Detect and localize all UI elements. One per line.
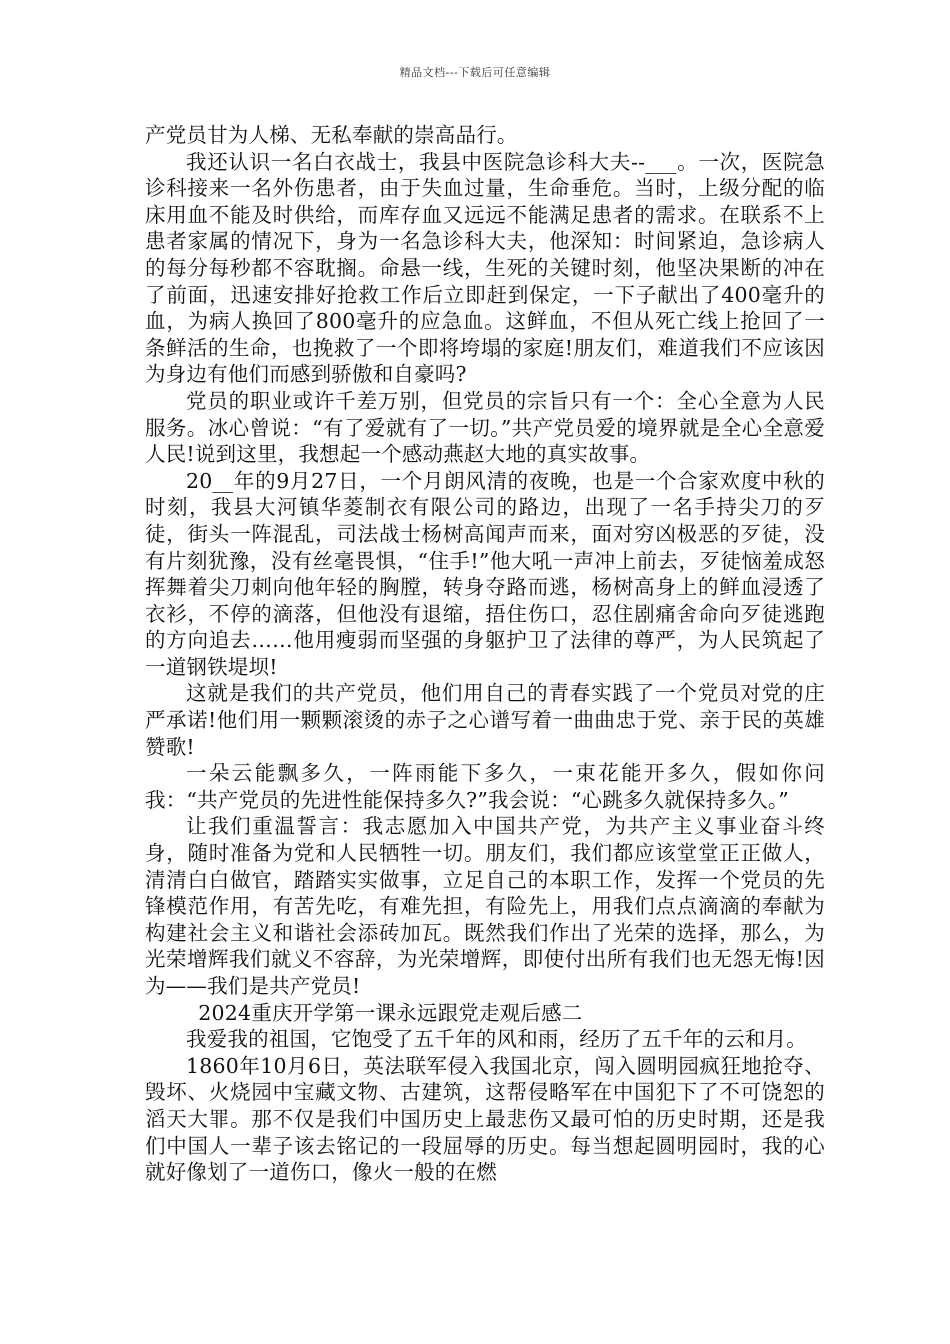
paragraph-history: 1860年10月6日，英法联军侵入我国北京，闯入圆明园疯狂地抢夺、毁坏、火烧园中宝藏文物、古建筑，这帮侵略军在中国犯下了不可饶恕的滔天大罪。那不仅是我们中国历史上最悲伤又最可怕的历史时期，还是我们中国人一辈子该去铭记的一段屈辱的历史。每当想起圆明园时，我的心就好像划了一道伤口，像火一般的在燃 [145, 1053, 825, 1185]
paragraph-doctor-story: 我还认识一名白衣战士，我县中医院急诊科大夫--___。一次，医院急诊科接来一名外伤患者，由于失血过量，生命垂危。当时，上级分配的临床用血不能及时供给，而库存血又远远不能满足患者的需求。在联系不上患者家属的情况下，身为一名急诊科大夫，他深知：时间紧迫，急诊病人的每分每秒都不容耽搁。命悬一线，生死的关键时刻，他坚决果断的冲在了前面，迅速安排好抢救工作后立即赶到保定，一下子献出了400毫升的血，为病人换回了800毫升的应急血。这鲜血，不但从死亡线上抢回了一条鲜活的生命，也挽救了一个即将垮塌的家庭!朋友们，难道我们不应该因为身边有他们而感到骄傲和自豪吗? [145, 149, 825, 387]
paragraph-party-purpose: 党员的职业或许千差万别，但党员的宗旨只有一个：全心全意为人民服务。冰心曾说：“有了爱就有了一切。”共产党员爱的境界就是全心全意爱人民!说到这里，我想起一个感动燕赵大地的真实故事。 [145, 388, 825, 467]
paragraph-party-members: 这就是我们的共产党员，他们用自己的青春实践了一个党员对党的庄严承诺!他们用一颗颗滚烫的赤子之心谱写着一曲曲忠于党、亲于民的英雄赞歌! [145, 681, 825, 759]
paragraph-oath: 让我们重温誓言：我志愿加入中国共产党，为共产主义事业奋斗终身，随时准备为党和人民牺牲一切。朋友们，我们都应该堂堂正正做人，清清白白做官，踏踏实实做事，立足自己的本职工作，发挥一个党员的先锋模范作用，有苦先吃，有难先担，有险先上，用我们点点滴滴的奉献为构建社会主义和谐社会添砖加瓦。既然我们作出了光荣的选择，那么，为光荣增辉我们就义不容辞，为光荣增辉，即使付出所有我们也无怨无悔!因为——我们是共产党员! [145, 814, 825, 998]
document-body [145, 122, 825, 1186]
paragraph-heartbeat: 一朵云能飘多久，一阵雨能下多久，一束花能开多久，假如你问我：“共产党员的先进性能保持多久?”我会说：“心跳多久就保持多久。” [145, 761, 825, 812]
paragraph-continuation: 产党员甘为人梯、无私奉献的崇高品行。 [145, 123, 518, 147]
page-header: 精品文档---下载后可任意编辑 [399, 66, 551, 79]
paragraph-hero-story: 20__年的9月27日，一个月朗风清的夜晚，也是一个合家欢度中秋的时刻，我县大河镇华菱制衣有限公司的路边，出现了一名手持尖刀的歹徒，街头一阵混乱，司法战士杨树高闻声而来，面对穷凶极恶的歹徒，没有片刻犹豫，没有丝毫畏惧，“住手!”他大吼一声冲上前去，歹徒恼羞成怒挥舞着尖刀刺向他年轻的胸膛，转身夺路而逃，杨树高身上的鲜血浸透了衣衫，不停的滴落，但他没有退缩，捂住伤口，忍住剧痛舍命向歹徒逃跑的方向追去……他用瘦弱而坚强的身躯护卫了法律的尊严，为人民筑起了一道钢铁堤坝! [145, 468, 825, 679]
section-title: 2024重庆开学第一课永远跟党走观后感二 [198, 1000, 583, 1025]
paragraph-motherland: 我爱我的祖国，它饱受了五千年的风和雨，经历了五千年的云和月。 [186, 1027, 807, 1052]
